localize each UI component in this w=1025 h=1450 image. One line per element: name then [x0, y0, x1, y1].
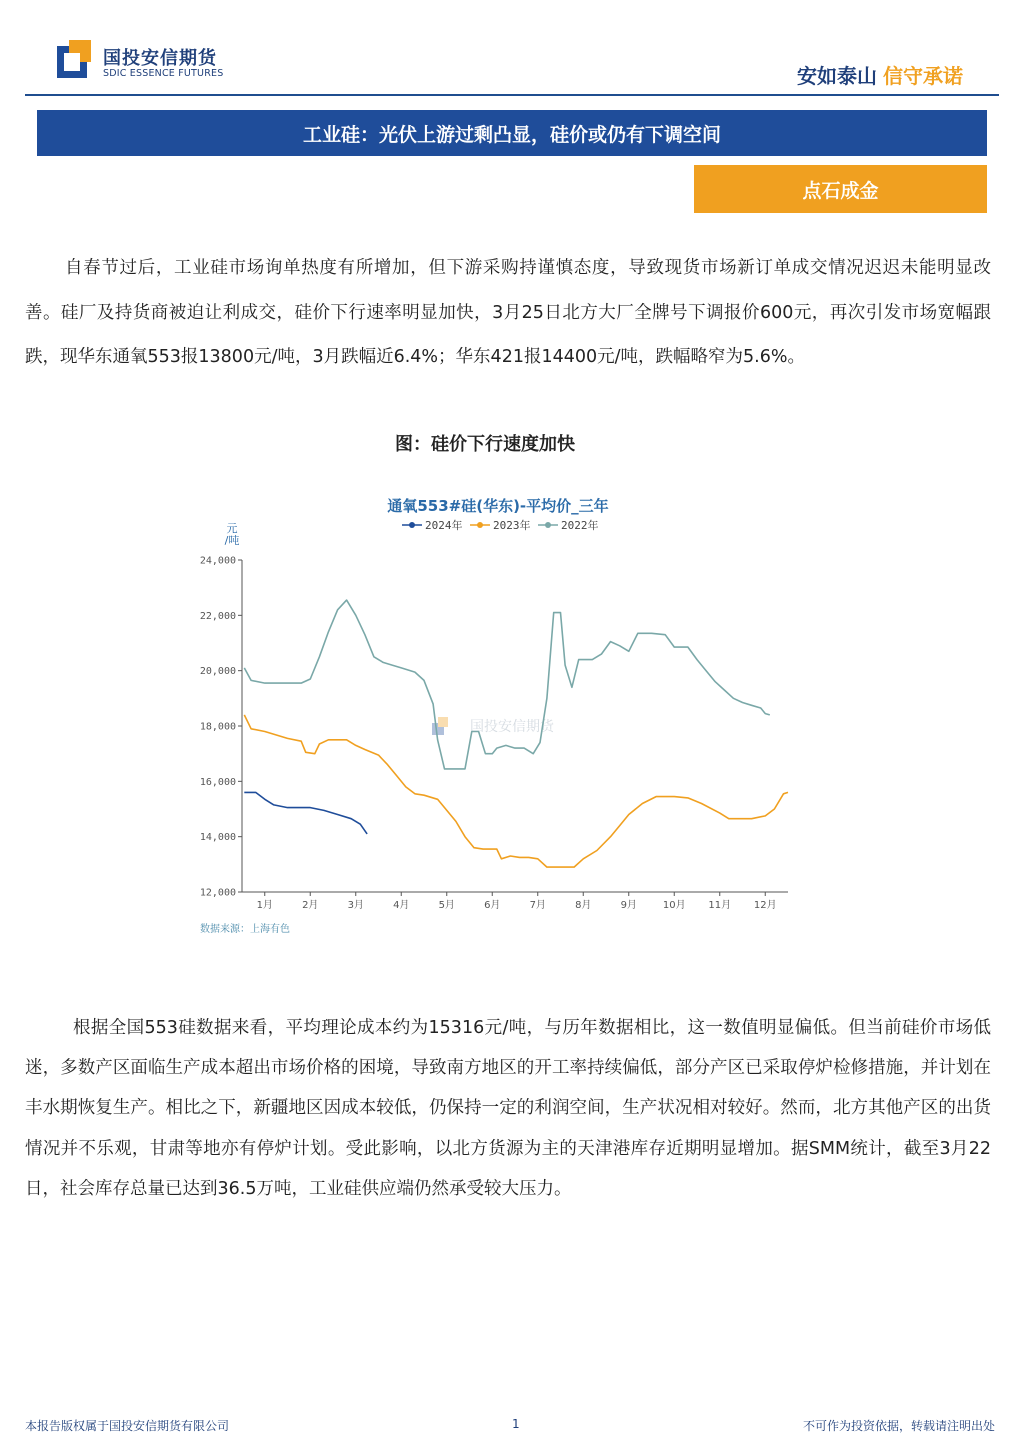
y-axis-unit-line2: /吨 — [224, 534, 240, 547]
company-logo — [55, 40, 255, 86]
x-tick-label: 1月 — [256, 900, 273, 911]
logo-mark-icon — [55, 40, 95, 80]
chart-source: 数据来源：上海有色 — [200, 924, 290, 935]
legend-label-2: 2023年 — [493, 519, 531, 532]
footer-disclaimer: 不可作为投资依据，转载请注明出处 — [802, 1419, 995, 1433]
body-paragraph-2: 根据全国553硅数据来看，平均理论成本约为15316元/吨，与历年数据相比，这一数值明显偏低。但当前硅价市场低迷，多数产区面临生产成本超出市场价格的困境，导致南方地区的开工率持续偏低，部分产区已采取停炉检修措施，并计划在丰水期恢复生产。相比之下，新疆地区因成本较低，仍保持一定的利润空间，生产状况相对较好。然而，北方其他产区的出货情况并不乐观，甘肃等地亦有停炉计划。受此影响，以北方货源为主的天津港库存近期明显增加。据SMM统计，截至3月22日，社会库存总量已达到36.5万吨，工业硅供应端仍然承受较大压力。 — [25, 1018, 991, 1199]
x-tick-label: 7月 — [529, 900, 546, 911]
y-tick-label: 18,000 — [199, 721, 236, 733]
y-tick-label: 16,000 — [199, 776, 236, 788]
logo-chinese-name: 国投安信期货 — [103, 48, 217, 69]
series-line-3 — [244, 600, 770, 769]
slogan-part1: 安如泰山 — [797, 64, 877, 88]
header-slogan — [797, 60, 963, 89]
x-tick-label: 11月 — [708, 900, 732, 911]
x-tick-label: 4月 — [393, 900, 410, 911]
y-tick-label: 14,000 — [199, 832, 236, 844]
x-tick-label: 9月 — [620, 900, 637, 911]
footer-copyright: 本报告版权属于国投安信期货有限公司 — [25, 1419, 230, 1433]
x-tick-label: 2月 — [302, 900, 319, 911]
price-line-chart — [180, 480, 800, 950]
y-axis-unit-line1: 元 — [226, 522, 238, 535]
x-tick-label: 3月 — [347, 900, 364, 911]
footer-page-number: 1 — [512, 1417, 520, 1431]
x-tick-label: 8月 — [575, 900, 592, 911]
x-tick-label: 6月 — [484, 900, 501, 911]
x-tick-label: 12月 — [753, 900, 777, 911]
legend-marker-1 — [409, 522, 415, 528]
chart-watermark — [432, 717, 555, 735]
article-title: 工业硅：光伏上游过剩凸显，硅价或仍有下调空间 — [37, 110, 987, 156]
x-tick-label: 5月 — [438, 900, 455, 911]
column-tag: 点石成金 — [694, 165, 987, 213]
y-tick-label: 24,000 — [199, 555, 236, 567]
series-line-2 — [244, 715, 788, 867]
y-tick-label: 22,000 — [199, 610, 236, 622]
body-paragraph-1: 自春节过后，工业硅市场询单热度有所增加，但下游采购持谨慎态度，导致现货市场新订单成交情况迟迟未能明显改善。硅厂及持货商被迫让利成交，硅价下行速率明显加快，3月25日北方大厂全牌号下调报价600元，再次引发市场宽幅跟跌，现华东通氧553报13800元/吨，3月跌幅近6.4%；华东421报14400元/吨，跌幅略窄为5.6%。 — [25, 258, 991, 367]
chart-title: 通氧553#硅(华东)-平均价_三年 — [387, 497, 609, 515]
legend-marker-2 — [477, 522, 483, 528]
legend-label-3: 2022年 — [561, 519, 599, 532]
y-tick-label: 20,000 — [199, 666, 236, 678]
watermark-text: 国投安信期货 — [470, 719, 554, 735]
legend-label-1: 2024年 — [425, 519, 463, 532]
slogan-part2: 信守承诺 — [883, 64, 963, 88]
y-tick-label: 12,000 — [199, 887, 236, 899]
legend-marker-3 — [545, 522, 551, 528]
figure-caption: 图：硅价下行速度加快 — [395, 434, 575, 455]
x-tick-label: 10月 — [662, 900, 686, 911]
header-divider — [25, 94, 999, 96]
series-line-1 — [244, 792, 367, 834]
chart-legend — [402, 518, 599, 532]
logo-english-name: SDIC ESSENCE FUTURES — [103, 68, 224, 79]
